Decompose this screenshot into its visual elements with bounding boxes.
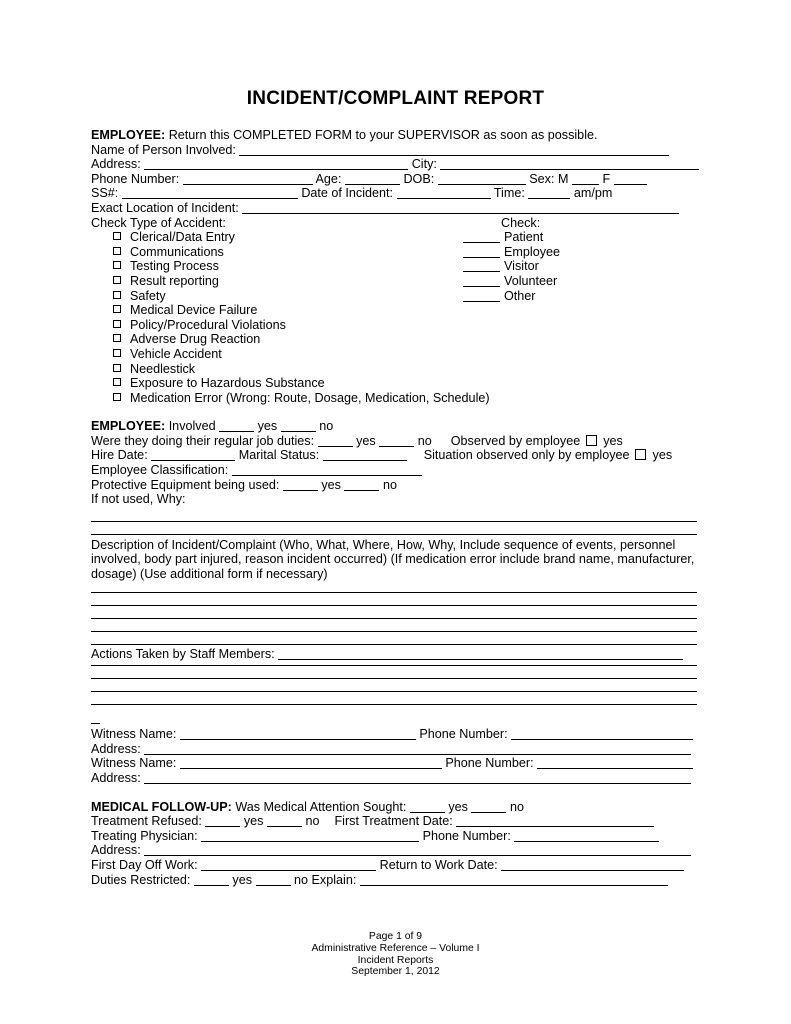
involved-no-label: no — [319, 419, 334, 434]
checkbox-icon[interactable] — [113, 276, 121, 284]
treatment-refused-label: Treatment Refused: — [91, 814, 202, 829]
accident-type-item[interactable] — [91, 347, 697, 362]
accident-columns — [91, 230, 697, 405]
accident-type-item[interactable] — [91, 230, 697, 245]
city-label: City: — [411, 157, 437, 172]
address-label: Address: — [91, 157, 141, 172]
actions-write-line[interactable] — [91, 678, 697, 679]
checkbox-icon[interactable] — [113, 305, 121, 313]
duties-restricted-row — [91, 873, 697, 888]
accident-type-label: Safety — [130, 288, 166, 303]
footer-reference: Administrative Reference – Volume I — [311, 942, 480, 954]
footer-date: September 1, 2012 — [351, 966, 440, 978]
description-write-line[interactable] — [91, 618, 697, 619]
marital-status-input[interactable] — [323, 450, 407, 461]
witness-name-label: Witness Name: — [91, 756, 177, 771]
treating-physician-label: Treating Physician: — [91, 828, 198, 843]
phone-age-dob-sex-row — [91, 172, 697, 187]
city-input[interactable] — [440, 159, 699, 170]
duties-yes-blank[interactable] — [318, 436, 353, 447]
form-body — [91, 128, 697, 887]
sex-male-input[interactable] — [572, 174, 599, 185]
actions-taken-input[interactable] — [278, 649, 683, 660]
witness-address-input[interactable] — [144, 773, 691, 784]
duties-yes-label: yes — [356, 433, 376, 448]
involved-yes-blank[interactable] — [219, 421, 254, 432]
attention-yes-blank[interactable] — [410, 802, 445, 813]
physician-phone-input[interactable] — [514, 831, 659, 842]
witness-phone-label: Phone Number: — [419, 727, 508, 742]
check-column-heading: Check: — [501, 215, 541, 230]
instruction-text: Return this COMPLETED FORM to your SUPERVISOR as soon as possible. — [168, 128, 598, 142]
instruction-row — [91, 128, 697, 143]
attention-no-label: no — [509, 799, 524, 814]
actions-taken-row — [91, 647, 697, 662]
accident-type-item[interactable] — [91, 332, 697, 347]
actions-write-line[interactable] — [91, 665, 697, 666]
marital-status-label: Marital Status: — [238, 448, 320, 463]
accident-type-item[interactable] — [91, 245, 697, 260]
accident-type-item[interactable] — [91, 318, 697, 333]
employee-heading: EMPLOYEE: — [91, 419, 166, 434]
regular-duties-label: Were they doing their regular job duties: — [91, 433, 315, 448]
duties-no-blank[interactable] — [379, 436, 414, 447]
checkbox-icon[interactable] — [113, 291, 121, 299]
observed-yes-label: yes — [603, 433, 623, 448]
checkbox-icon[interactable] — [113, 232, 121, 240]
name-input[interactable] — [239, 145, 669, 156]
footer-section: Incident Reports — [357, 954, 434, 966]
actions-write-line[interactable] — [91, 704, 697, 705]
actions-write-line[interactable] — [91, 691, 697, 692]
duties-restricted-label: Duties Restricted: — [91, 872, 191, 887]
employee-involved-row — [91, 419, 697, 434]
accident-type-label: Testing Process — [130, 259, 219, 274]
witness-phone-input[interactable] — [537, 758, 693, 769]
return-to-work-input[interactable] — [501, 860, 684, 871]
attention-sought-label: Was Medical Attention Sought: — [235, 799, 407, 814]
treating-physician-input[interactable] — [201, 831, 419, 842]
dob-label: DOB: — [403, 171, 435, 186]
name-row — [91, 143, 697, 158]
involved-label: Involved — [168, 419, 216, 434]
ppe-yes-blank[interactable] — [283, 480, 318, 491]
time-input[interactable] — [528, 188, 570, 199]
witness-address-label: Address: — [91, 771, 141, 785]
dob-input[interactable] — [438, 174, 526, 185]
accident-type-item[interactable] — [91, 362, 697, 377]
ssn-input[interactable] — [122, 188, 298, 199]
first-day-off-row — [91, 858, 697, 873]
observed-by-employee-checkbox-icon[interactable] — [586, 435, 597, 446]
witness-row — [91, 756, 697, 771]
accident-heading: Check Type of Accident: — [91, 215, 226, 230]
person-label: Employee — [504, 244, 561, 259]
medical-address-row — [91, 843, 697, 858]
accident-type-item[interactable] — [91, 303, 697, 318]
description-top-rule — [91, 534, 697, 535]
restricted-yes-blank[interactable] — [194, 875, 229, 886]
ppe-yes-label: yes — [321, 477, 341, 492]
witness-name-input[interactable] — [180, 758, 442, 769]
explain-input[interactable] — [360, 875, 668, 886]
person-label: Visitor — [504, 259, 539, 274]
refused-yes-blank[interactable] — [205, 816, 240, 827]
witness-address-row — [91, 742, 697, 757]
exact-location-input[interactable] — [242, 203, 679, 214]
witness-name-input[interactable] — [180, 729, 416, 740]
protective-equipment-label: Protective Equipment being used: — [91, 477, 280, 492]
address-input[interactable] — [144, 159, 408, 170]
accident-type-item[interactable] — [91, 259, 697, 274]
hire-marital-row — [91, 448, 697, 463]
restricted-no-label: no — [294, 872, 309, 887]
footer-page-number: Page 1 of 9 — [368, 931, 423, 942]
checkbox-icon[interactable] — [113, 378, 121, 386]
treatment-refused-row — [91, 814, 697, 829]
attention-yes-label: yes — [448, 799, 468, 814]
age-input[interactable] — [345, 174, 400, 185]
ampm-label: am/pm — [573, 186, 613, 201]
accident-heading-row — [91, 216, 697, 231]
accident-type-label: Medication Error (Wrong: Route, Dosage, Medication, Schedule) — [130, 390, 490, 405]
accident-type-label: Result reporting — [130, 273, 219, 288]
page-footer — [0, 931, 791, 978]
witness-phone-label: Phone Number: — [445, 756, 534, 771]
medical-address-label: Address: — [91, 843, 141, 858]
employee-classification-label: Employee Classification: — [91, 463, 229, 478]
age-label: Age: — [315, 171, 342, 186]
phone-label: Phone Number: — [91, 171, 180, 186]
accident-type-label: Vehicle Accident — [130, 346, 222, 361]
accident-type-label: Policy/Procedural Violations — [130, 317, 286, 332]
duties-no-label: no — [417, 433, 432, 448]
ppe-no-label: no — [382, 477, 397, 492]
accident-type-item[interactable] — [91, 391, 697, 406]
regular-duties-row — [91, 434, 697, 449]
if-not-used-row — [91, 492, 697, 507]
description-write-line[interactable] — [91, 605, 697, 606]
medical-followup-heading: MEDICAL FOLLOW-UP: — [91, 799, 232, 814]
refused-yes-label: yes — [243, 814, 264, 829]
medical-followup-row — [91, 800, 697, 815]
first-day-off-label: First Day Off Work: — [91, 857, 198, 872]
stray-dash-mark — [91, 723, 100, 724]
involved-yes-label: yes — [257, 419, 278, 434]
person-label: Volunteer — [504, 273, 558, 288]
physician-phone-label: Phone Number: — [422, 828, 511, 843]
name-label: Name of Person Involved: — [91, 142, 236, 157]
accident-type-item[interactable] — [91, 274, 697, 289]
phone-input[interactable] — [183, 174, 313, 185]
sex-female-input[interactable] — [614, 174, 647, 185]
first-treatment-date-input[interactable] — [456, 816, 654, 827]
treating-physician-row — [91, 829, 697, 844]
situation-observed-label: Situation observed only by employee — [423, 448, 630, 463]
witness-address-row — [91, 771, 697, 786]
ssn-date-time-row — [91, 186, 697, 201]
witness-address-label: Address: — [91, 741, 141, 756]
witness-row — [91, 727, 697, 742]
actions-top-rule — [91, 644, 697, 645]
explain-label: Explain: — [311, 872, 357, 887]
accident-type-label: Medical Device Failure — [130, 303, 258, 318]
accident-type-item[interactable] — [91, 289, 697, 304]
actions-taken-label: Actions Taken by Staff Members: — [91, 646, 275, 661]
exact-location-label: Exact Location of Incident: — [91, 200, 239, 215]
witness-name-label: Witness Name: — [91, 727, 177, 742]
description-write-line[interactable] — [91, 592, 697, 593]
first-day-off-input[interactable] — [201, 860, 376, 871]
situation-observed-checkbox-icon[interactable] — [635, 449, 646, 460]
instruction-label: EMPLOYEE: — [91, 128, 166, 142]
date-of-incident-input[interactable] — [397, 188, 491, 199]
description-write-line[interactable] — [91, 631, 697, 632]
if-not-used-write-line[interactable] — [91, 521, 697, 522]
checkbox-icon[interactable] — [113, 364, 121, 372]
refused-no-blank[interactable] — [267, 816, 302, 827]
observed-by-employee-label: Observed by employee — [450, 433, 581, 448]
if-not-used-label: If not used, Why: — [91, 492, 186, 507]
checkbox-icon[interactable] — [113, 334, 121, 342]
refused-no-label: no — [305, 814, 320, 829]
medical-address-input[interactable] — [144, 845, 691, 856]
accident-type-label: Adverse Drug Reaction — [130, 332, 261, 347]
date-of-incident-label: Date of Incident: — [301, 186, 394, 201]
situation-yes-label: yes — [652, 448, 673, 463]
employee-classification-input[interactable] — [232, 465, 422, 476]
hire-date-label: Hire Date: — [91, 448, 148, 463]
description-text: Description of Incident/Complaint (Who, What, Where, How, Why, Include sequence of events, personnel involved, body part injured, reason incident occurred) (If medication error include brand name, manufacturer, dosage) (Use additional form if necessary) — [91, 537, 695, 582]
address-city-row — [91, 157, 697, 172]
accident-type-label: Clerical/Data Entry — [130, 230, 235, 245]
accident-type-label: Needlestick — [130, 361, 196, 376]
accident-type-item[interactable] — [91, 376, 697, 391]
exact-location-row — [91, 201, 697, 216]
restricted-yes-label: yes — [232, 872, 252, 887]
person-label: Other — [504, 288, 536, 303]
accident-type-label: Communications — [130, 244, 224, 259]
time-label: Time: — [493, 186, 525, 201]
attention-no-blank[interactable] — [471, 802, 506, 813]
witness-phone-input[interactable] — [511, 729, 693, 740]
sex-female-label: F — [602, 171, 611, 186]
checkbox-icon[interactable] — [113, 393, 121, 401]
checkbox-icon[interactable] — [113, 261, 121, 269]
sex-male-label: Sex: M — [529, 171, 569, 186]
checkbox-icon[interactable] — [113, 349, 121, 357]
hire-date-input[interactable] — [151, 450, 235, 461]
page-title: INCIDENT/COMPLAINT REPORT — [246, 88, 545, 109]
accident-type-label: Exposure to Hazardous Substance — [130, 376, 325, 391]
person-label: Patient — [504, 230, 544, 245]
ssn-label: SS#: — [91, 186, 119, 201]
first-treatment-date-label: First Treatment Date: — [334, 814, 453, 829]
protective-equipment-row — [91, 478, 697, 493]
restricted-no-blank[interactable] — [256, 875, 291, 886]
return-to-work-label: Return to Work Date: — [379, 857, 498, 872]
checkbox-icon[interactable] — [113, 247, 121, 255]
witness-address-input[interactable] — [144, 744, 691, 755]
employee-classification-row — [91, 463, 697, 478]
ppe-no-blank[interactable] — [344, 480, 379, 491]
checkbox-icon[interactable] — [113, 320, 121, 328]
involved-no-blank[interactable] — [281, 421, 316, 432]
